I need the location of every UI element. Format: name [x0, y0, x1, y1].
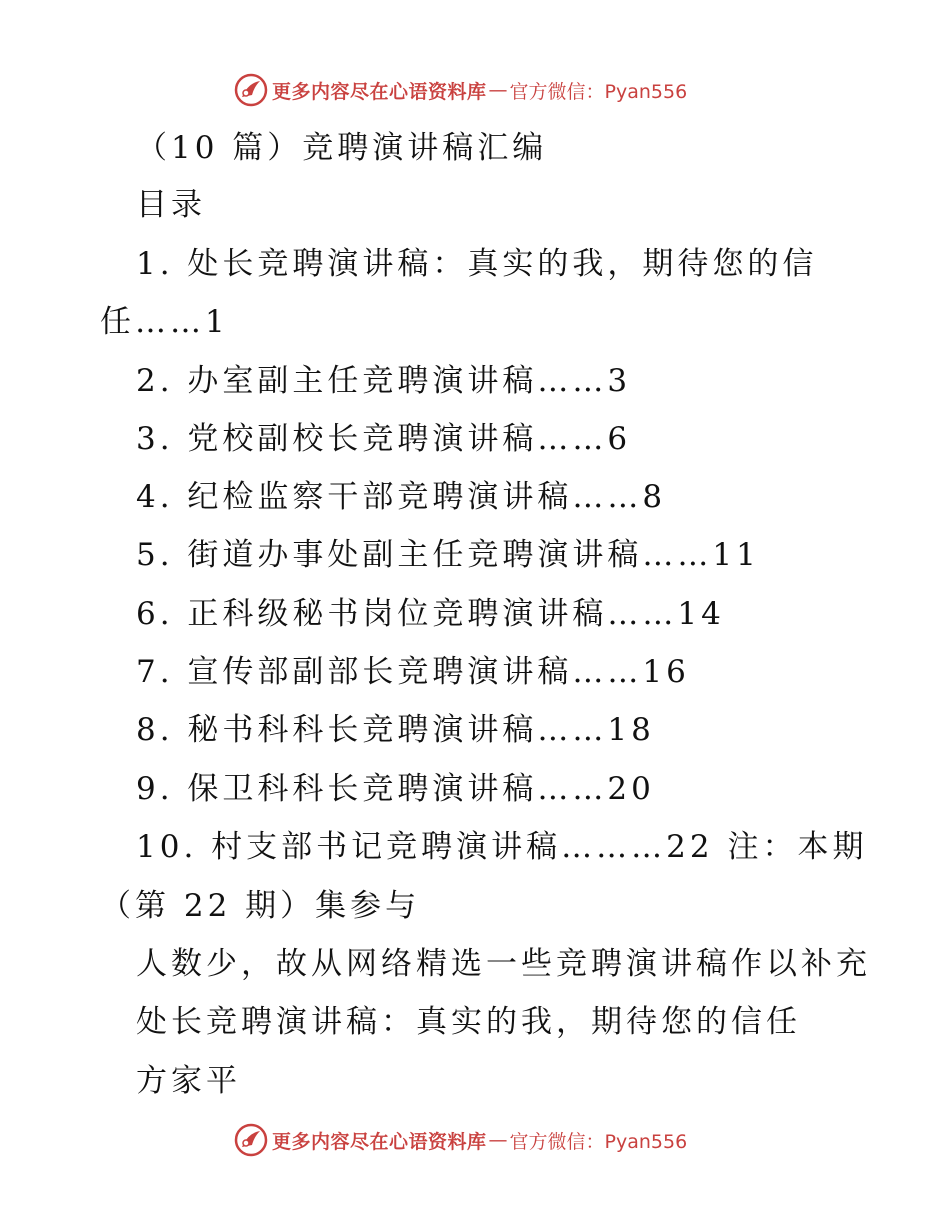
watermark-account: 官方微信：Pyan556	[509, 1130, 688, 1153]
watermark-text: 更多内容尽在心语资料库	[272, 80, 487, 103]
watermark-text: 更多内容尽在心语资料库	[272, 1130, 487, 1153]
toc-item-8: 8. 秘书科科长竞聘演讲稿……18	[136, 712, 655, 748]
watermark-account: 官方微信：Pyan556	[509, 80, 688, 103]
footer-watermark	[234, 1122, 714, 1158]
toc-item-3: 3. 党校副校长竞聘演讲稿……6	[136, 421, 632, 457]
section-title: 处长竞聘演讲稿：真实的我，期待您的信任	[136, 1004, 801, 1040]
document-title: （10 篇）竞聘演讲稿汇编	[136, 130, 548, 166]
note-line-3: 人数少，故从网络精选一些竞聘演讲稿作以补充	[136, 946, 871, 982]
watermark-dash: —	[488, 1129, 508, 1151]
note-line-2: （第 22 期）集参与	[100, 888, 421, 924]
toc-item-9: 9. 保卫科科长竞聘演讲稿……20	[136, 771, 655, 807]
toc-item-10: 10. 村支部书记竞聘演讲稿………22 注：本期	[136, 829, 868, 865]
toc-item-2: 2. 办室副主任竞聘演讲稿……3	[136, 363, 632, 399]
toc-item-7: 7. 宣传部副部长竞聘演讲稿……16	[136, 654, 690, 690]
toc-item-1-line1: 1. 处长竞聘演讲稿：真实的我，期待您的信	[136, 246, 818, 282]
toc-item-5: 5. 街道办事处副主任竞聘演讲稿……11	[136, 537, 760, 573]
watermark-logo-icon	[234, 1123, 268, 1157]
toc-item-4: 4. 纪检监察干部竞聘演讲稿……8	[136, 479, 667, 515]
toc-item-1-line2: 任……1	[100, 304, 229, 340]
watermark-dash: —	[488, 79, 508, 101]
toc-heading: 目录	[136, 187, 206, 223]
author-name: 方家平	[136, 1063, 241, 1099]
header-watermark	[234, 72, 714, 108]
watermark-logo-icon	[234, 73, 268, 107]
toc-item-6: 6. 正科级秘书岗位竞聘演讲稿……14	[136, 596, 725, 632]
